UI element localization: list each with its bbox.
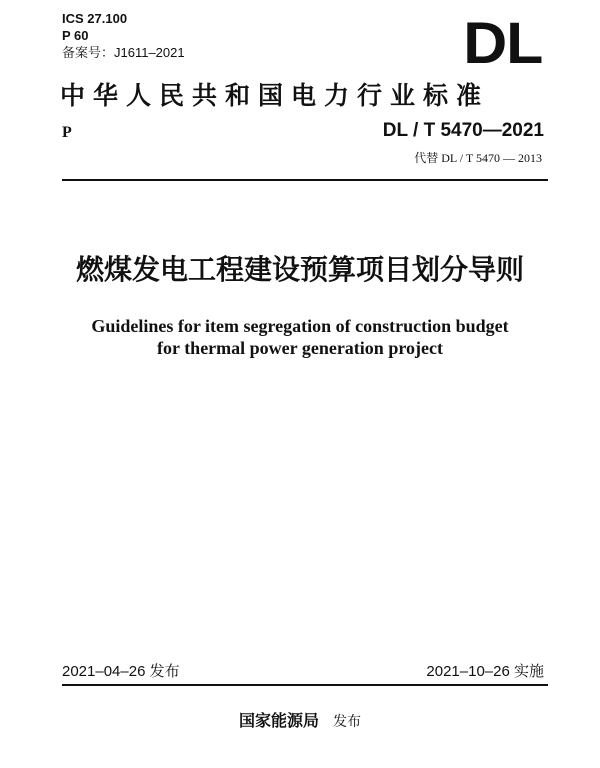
document-title-en-line2: for thermal power generation project: [157, 338, 443, 358]
top-divider: [62, 179, 548, 181]
document-title-zh: 燃煤发电工程建设预算项目划分导则: [75, 253, 524, 286]
issue-date: 2021–04–26 发布: [62, 663, 180, 680]
dl-logo: DL: [462, 11, 542, 76]
ics-code: ICS 27.100: [62, 11, 128, 26]
standard-code: DL / T 5470—2021: [382, 120, 544, 141]
bottom-divider: [62, 684, 548, 686]
publisher: [0, 708, 600, 731]
implementation-date: 2021–10–26 实施: [426, 663, 544, 680]
replaces-note: 代替 DL / T 5470 — 2013: [414, 151, 542, 165]
classification-letter: P: [62, 124, 72, 141]
publisher-name: 国家能源局: [238, 711, 319, 730]
filing-number: 备案号：J1611–2021: [62, 45, 185, 60]
publisher-action: 发布: [333, 714, 361, 730]
standard-category-title: 中华人民共和国电力行业标准: [60, 81, 490, 110]
ccs-code: P 60: [62, 28, 89, 43]
document-title-en-line1: Guidelines for item segregation of construction budget: [91, 316, 509, 336]
